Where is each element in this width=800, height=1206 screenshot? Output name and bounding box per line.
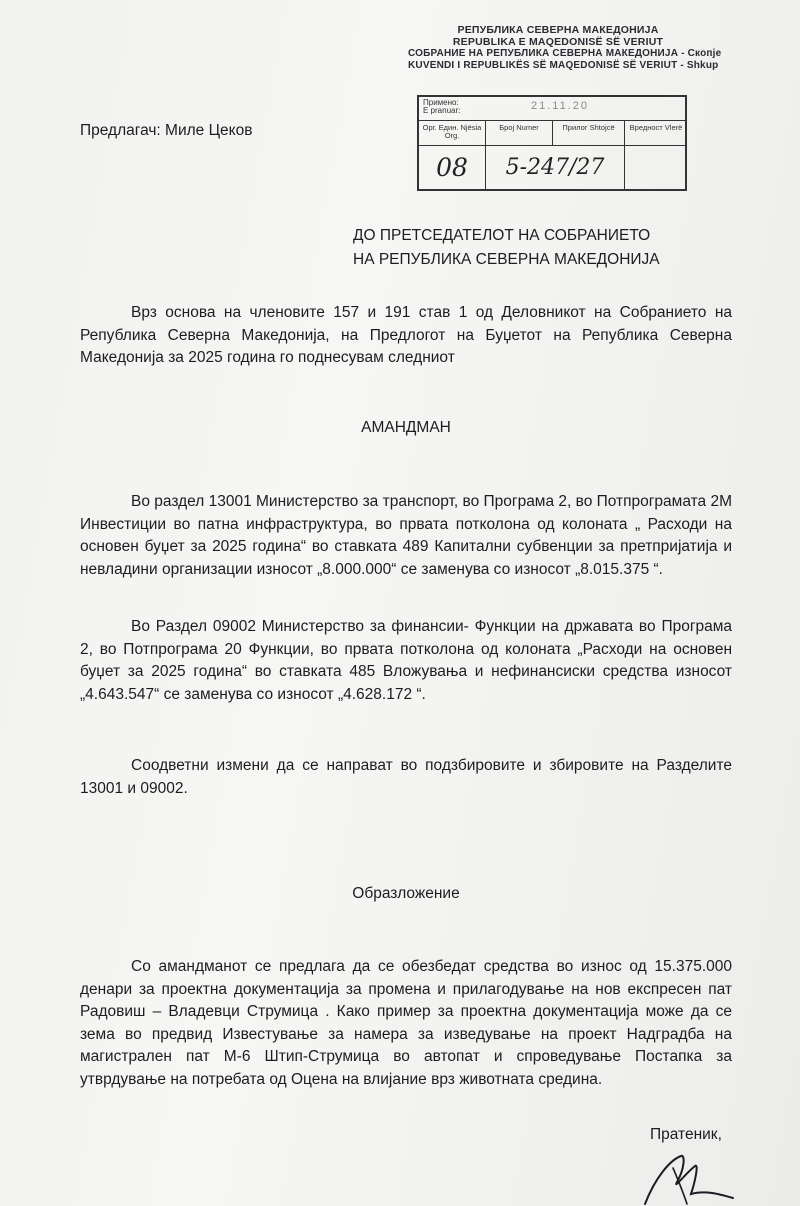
amendment-text: Во раздел 13001 Министерство за транспорт, во Програма 2, во Потпрограмата 2М Инвестиции во патна инфраструктура, во првата потколона од колоната „ Расходи на основен буџет за 2025 година“ во ставката 489 Капитални субвенции за претпријатија и невладини организации износот „8.000.000“ се заменува со износот „8.015.375 “. <box>80 493 732 578</box>
intro-text: Врз основа на членовите 157 и 191 став 1 од Деловникот на Собранието на Република Северна Македонија, на Предлогот на Буџетот на Република Северна Македонија за 2025 година го поднесувам следниот <box>80 304 732 366</box>
received-date: 21.11.20 <box>531 100 590 112</box>
stamp-line: РЕПУБЛИКА СЕВЕРНА МАКЕДОНИЈА <box>457 24 659 36</box>
signature-label: Пратеник, <box>650 1126 722 1143</box>
stamp-col-attachment: Прилог Shtojcë <box>553 121 625 145</box>
stamp-line: KUVENDI I REPUBLIKËS SË MAQEDONISË SË VERIUT - Shkup <box>408 60 719 71</box>
justification-paragraph <box>80 956 732 1091</box>
stamp-col-number: Број Numer <box>486 121 553 145</box>
proposer-line: Предлагач: Миле Цеков <box>80 122 253 139</box>
stamp-received-row <box>419 97 685 121</box>
addressee-line: НА РЕПУБЛИКА СЕВЕРНА МАКЕДОНИЈА <box>353 251 660 268</box>
stamp-line: СОБРАНИЕ НА РЕПУБЛИКА СЕВЕРНА МАКЕДОНИЈА - Скопје <box>408 48 722 59</box>
stamp-values-row <box>419 145 685 191</box>
justification-text: Со амандманот се предлага да се обезбедат средства во износ од 15.375.000 денари за проектна документација за промена и прилагодување на нов експресен пат Радовиш – Владевци Струмица . Како пример за проектна документација може да се зема во предвид Известување за намера за изведување на проект Надградба на магистрален пат М-6 Штип-Струмица во автопат и спроведување Постапка за утврдување на потребата од Оцена на влијание врз животната средина. <box>80 958 732 1088</box>
received-label-sq: E pranuar: <box>423 106 461 115</box>
amendment-paragraph <box>80 616 732 706</box>
received-label-mk: Примено: <box>423 98 459 107</box>
justification-title: Образложение <box>352 885 460 902</box>
amendment-text: Соодветни измени да се направат во подзбировите и збировите на Разделите 13001 и 09002. <box>80 757 732 797</box>
stamp-value-empty <box>625 145 687 191</box>
amendment-paragraph <box>80 755 732 800</box>
parliament-stamp-header <box>408 24 722 72</box>
stamp-line: REPUBLIKA E MAQEDONISË SË VERIUT <box>452 36 664 48</box>
registry-stamp <box>417 95 687 191</box>
stamp-header-row <box>419 121 685 146</box>
stamp-number-value: 5-247/27 <box>486 145 625 191</box>
stamp-org-unit-value: 08 <box>419 145 486 191</box>
handwritten-signature <box>615 1138 745 1206</box>
amendment-text: Во Раздел 09002 Министерство за финансии- Функции на државата во Програма 2, во Потпрограма 20 Функции, во првата потколона од колоната „Расходи на основен буџет за 2025 година“ во ставката 485 Вложувања и нефинансиски средства износот „4.643.547“ се заменува со износот „4.628.172 “. <box>80 618 732 703</box>
intro-paragraph <box>80 302 732 370</box>
amendment-paragraph <box>80 491 732 581</box>
addressee-block <box>353 224 660 272</box>
stamp-col-value: Вредност Vlerë <box>629 123 683 132</box>
amendment-title: АМАНДМАН <box>361 419 451 436</box>
addressee-line: ДО ПРЕТСЕДАТЕЛОТ НА СОБРАНИЕТО <box>353 227 651 244</box>
stamp-col-org-unit: Орг. Един. Njësia Org. <box>419 121 486 145</box>
